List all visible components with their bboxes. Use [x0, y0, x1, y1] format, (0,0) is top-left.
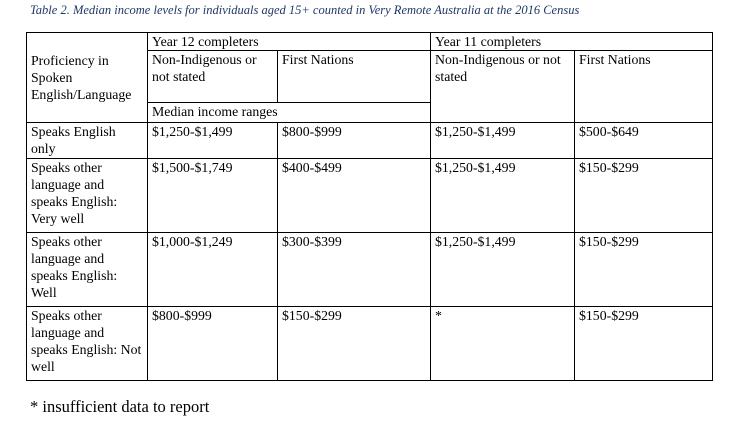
- y12-non-indigenous-cell: $1,000-$1,249: [148, 233, 278, 307]
- y11-non-indigenous-cell: $1,250-$1,499: [431, 159, 575, 233]
- y11-first-nations-header-spacer: [575, 103, 713, 123]
- y12-first-nations-cell: $150-$299: [278, 307, 431, 381]
- y11-first-nations-cell: $150-$299: [575, 307, 713, 381]
- median-income-label: Median income ranges: [152, 104, 278, 119]
- y11-first-nations-cell: $150-$299: [575, 159, 713, 233]
- row-label: Speaks other language and speaks English: Well: [27, 233, 148, 307]
- y12-first-nations-header-text: First Nations: [282, 52, 354, 67]
- y11-first-nations-header-text: First Nations: [579, 52, 651, 67]
- year12-header-text: Year 12 completers: [152, 34, 259, 49]
- median-income-label-cell: [148, 103, 431, 123]
- table-footnote: * insufficient data to report: [30, 397, 210, 416]
- y11-non-indigenous-header-text: Non-Indigenous or not stated: [435, 52, 561, 84]
- table-row: [27, 159, 713, 233]
- y11-non-indigenous-cell: *: [431, 307, 575, 381]
- y12-non-indigenous-header: [148, 51, 278, 103]
- y11-first-nations-cell: $500-$649: [575, 123, 713, 159]
- table-row: [27, 233, 713, 307]
- year12-header: [148, 33, 431, 51]
- y11-first-nations-cell: $150-$299: [575, 233, 713, 307]
- y12-first-nations-cell: $400-$499: [278, 159, 431, 233]
- header-group-row: [27, 33, 713, 51]
- row-label-header-text: Proficiency in Spoken English/Language: [31, 53, 132, 102]
- y11-non-indigenous-header-spacer: [431, 103, 575, 123]
- year11-header: [431, 33, 713, 51]
- y12-non-indigenous-header-text: Non-Indigenous or not stated: [152, 52, 257, 84]
- y11-non-indigenous-cell: $1,250-$1,499: [431, 123, 575, 159]
- y12-first-nations-cell: $300-$399: [278, 233, 431, 307]
- y11-non-indigenous-cell: $1,250-$1,499: [431, 233, 575, 307]
- year11-header-text: Year 11 completers: [435, 34, 542, 49]
- y12-non-indigenous-cell: $1,500-$1,749: [148, 159, 278, 233]
- median-income-table: [26, 32, 713, 381]
- table-caption: Table 2. Median income levels for individuals aged 15+ counted in Very Remote Australia at the 2016 Census: [30, 3, 580, 17]
- table-row: [27, 123, 713, 159]
- y11-first-nations-header: [575, 51, 713, 103]
- row-label: Speaks other language and speaks English: Not well: [27, 307, 148, 381]
- y12-non-indigenous-cell: $800-$999: [148, 307, 278, 381]
- row-label: Speaks other language and speaks English: Very well: [27, 159, 148, 233]
- row-label-header: [27, 33, 148, 123]
- row-label: Speaks English only: [27, 123, 148, 159]
- y12-first-nations-cell: $800-$999: [278, 123, 431, 159]
- y12-first-nations-header: [278, 51, 431, 103]
- table-row: [27, 307, 713, 381]
- y12-non-indigenous-cell: $1,250-$1,499: [148, 123, 278, 159]
- y11-non-indigenous-header: [431, 51, 575, 103]
